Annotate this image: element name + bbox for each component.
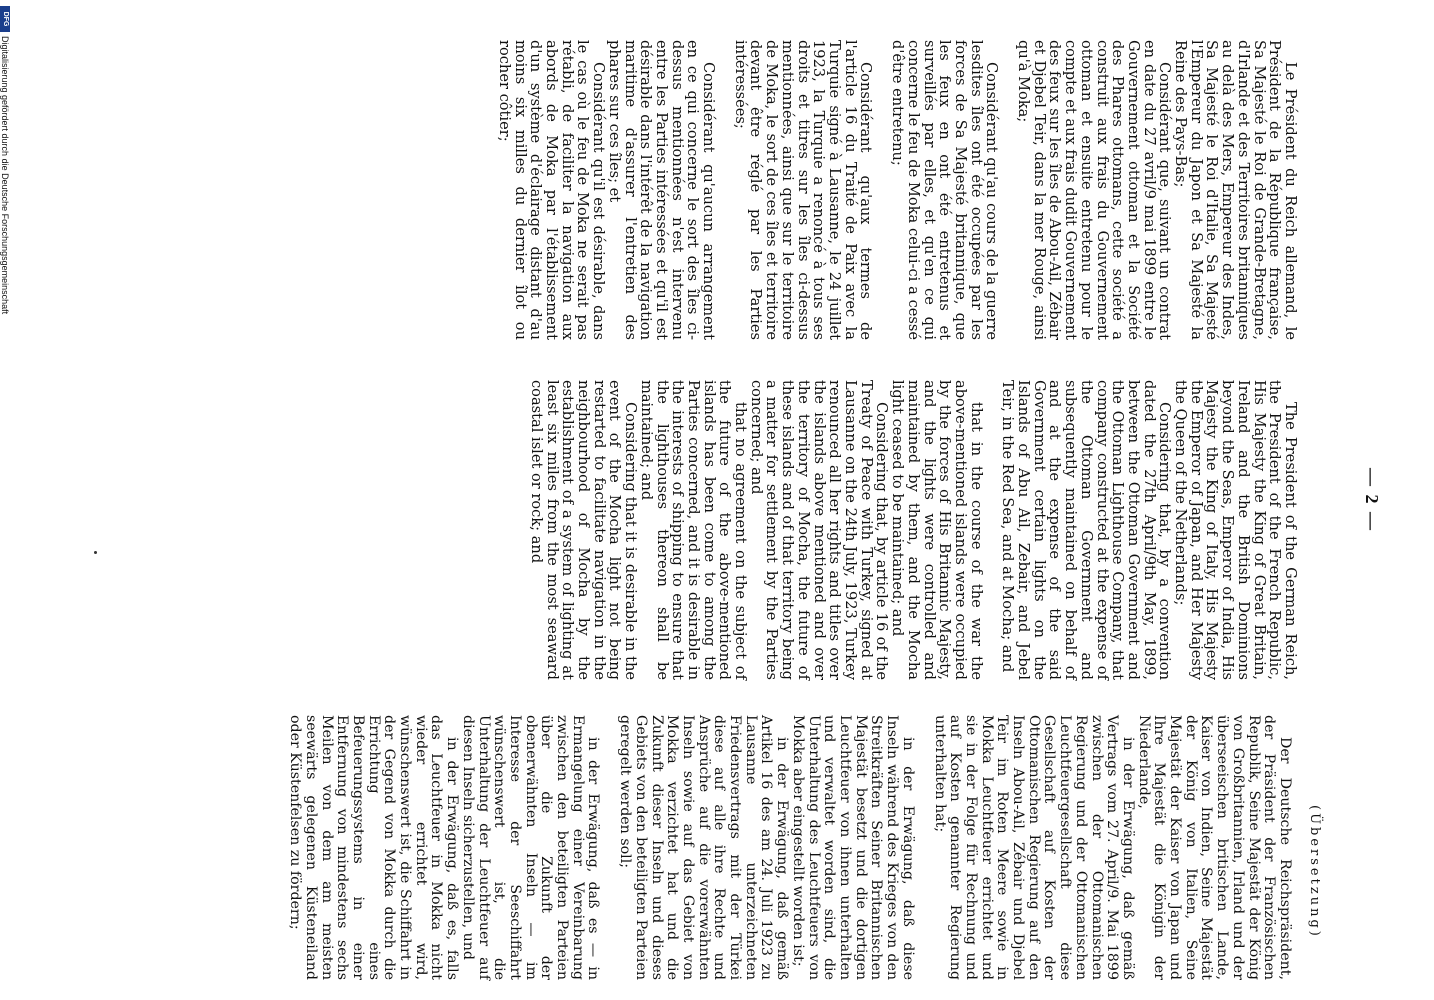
english-paragraph: Considering that, by article 16 of the Treaty of Peace with Turkey, signed at Lausanne on the 24th July, 1923, Turkey renounced all her rights and titles over the islands above mentioned and over the territory of Mocha, the future of these islands and of that territory being a matter for settlement by the Parties concerned; and [747,380,891,680]
german-paragraph: in der Erwägung, daß gemäß Artikel 16 des am 24. Juli 1923 zu Lausanne unterzeichneten Friedensvertrags mit der Türkei diese auf alle ihre Rechte und Ansprüche auf die vorerwähnten Inseln sowie auf das Gebiet von Mokka verzichtet hat und die Zukunft dieser Inseln und dieses Gebiets von den beteiligten Parteien geregelt werden soll; [617,715,791,980]
french-paragraph: Considérant qu'au cours de la guerre lesdites îles ont été occupées par les forces de Sa Majesté britannique, que les feux en ont été entretenus et surveillés par elles, et qu'en ce qui concerne le feu de Moka celui-ci a cessé d'être entretenu; [889,40,1001,340]
french-paragraph: Considérant qu'il est désirable, dans le cas où le feu de Moka ne serait pas rétabli, de faciliter la navigation aux abords de Moka par l'établissement d'un système d'éclairage distant d'au moins six milles du dernier îlot ou rocher côtier; [495,40,608,340]
digitization-footer [0,0,10,1000]
french-paragraph: Le Président du Reich allemand, le Président de la République française, Sa Majesté le Roi de Grande-Bretagne, d'Irlande et des Territoires britanniques au delà des Mers, Empereur des Indes, Sa Majesté le Roi d'Italie, Sa Majesté l'Empereur du Japon et Sa Majesté la Reine des Pays-Bas; [1172,40,1299,340]
translation-header: (Übersetzung) [1307,805,1322,939]
french-paragraph: Considérant que, suivant un contrat en date du 27 avril/9 mai 1899 entre le Gouvernement ottoman et la Société des Phares ottomans, cette société a construit aux frais du Gouvernement ottoman et ensuite entretenu pour le compte et aux frais dudit Gouvernement des feux sur les îles de Abou-Ail, Zébair et Djebel Teir, dans la mer Rouge, ainsi qu'à Moka; [1015,40,1174,340]
english-paragraph: that in the course of the war the above-mentioned islands were occupied by the forces of His Britannic Majesty, and the lights were controlled and maintained by them, and the Mocha light ceased to be maintained; and [889,380,985,680]
footer-text: Digitalisierung gefördert durch die Deutsche Forschungsgemeinschaft [0,36,10,315]
german-paragraph: in der Erwägung, daß es, falls das Leuchtfeuer in Mokka nicht wieder errichtet wird, wünschenswert ist, die Schiffahrt in der Gegend von Mokka durch die Errichtung eines Befeuerungssystems in einer Entfernung von mindestens sechs Meilen von dem am meisten seewärts gelegenen Küsteneiland oder Küstenfelsen zu fördern; [287,715,461,980]
french-column [496,40,1298,340]
german-column [286,715,1292,980]
dfg-logo: DFG [0,6,10,32]
english-paragraph: Considering that, by a convention dated the 27th April/9th May, 1899, between the Ottoman Government and the Ottoman Lighthouse Company, that company constructed at the expense of the Ottoman Government and subsequently maintained on behalf of and at the expense of the said Government certain lights on the Islands of Abu Ail, Zebair, and Jebel Teir, in the Red Sea, and at Mocha; and [999,380,1174,680]
stray-dot [94,551,97,554]
german-paragraph: in der Erwägung, daß diese Inseln während des Krieges von den Streitkräften Seiner Britannischen Majestät besetzt und die dortigen Leuchtfeuer von ihnen unterhalten und verwaltet worden sind, die Unterhaltung des Leuchtfeuers von Mokka aber eingestellt worden ist; [789,715,916,980]
german-paragraph: Der Deutsche Reichspräsident, der Präsident der Französischen Republik, Seine Majestät der König von Großbritannien, Irland und der überseeischen britischen Lande, Kaiser von Indien, Seine Majestät der König von Italien, Seine Majestät der Kaiser von Japan und Ihre Majestät die Königin der Niederlande, [1135,715,1293,980]
french-paragraph: Considérant qu'aucun arrangement en ce qui concerne le sort des îles ci-dessus mentionnées n'est intervenu entre les Parties intéressées et qu'il est désirable dans l'intérêt de la navigation maritime d'assurer l'entretien des phares sur ces îles; et [605,40,718,340]
french-paragraph: Considérant qu'aux termes de l'article 16 du Traité de Paix avec la Turquie signé à Lausanne, le 24 juillet 1923, la Turquie a renoncé à tous ses droits et titres sur les îles ci-dessus mentionnées, ainsi que sur le territoire de Moka, le sort de ces îles et territoire devant être réglé par les Parties intéressées; [731,40,875,340]
german-paragraph: in der Erwägung, daß es — in Ermangelung einer Vereinbarung zwischen den beteiligten Parteien über die Zukunft der obenerwähnten Inseln — im Interesse der Seeschiffahrt wünschenswert ist, die Unterhaltung der Leuchtfeuer auf diesen Inseln sicherzustellen, und [459,715,602,980]
german-paragraph: in der Erwägung, daß gemäß Vertrags vom 27. April/9. Mai 1899 zwischen der Ottomanischen Regierung und der Ottomanischen Leuchtfeuergesellschaft diese Gesellschaft auf Kosten der Ottomanischen Regierung auf den Inseln Abou-Ail, Zébair und Djebel Teir im Roten Meere sowie in Mokka Leuchtfeuer errichtet und sie in der Folge für Rechnung und auf Kosten genannter Regierung unterhalten hat; [931,715,1136,980]
english-paragraph: that no agreement on the subject of the future of the above-mentioned islands has been come to among the Parties concerned, and it is desirable in the interests of shipping to ensure that the lighthouses thereon shall be maintained; and [637,380,750,680]
english-column [528,380,1298,680]
english-paragraph: The President of the German Reich, the President of the French Republic, His Majesty the King of Great Britain, Ireland and the British Dominions beyond the Seas, Emperor of India, His Majesty the King of Italy, His Majesty the Emperor of Japan, and Her Majesty the Queen of the Netherlands; [1172,380,1299,680]
page-number: — 2 — [1362,468,1382,532]
english-paragraph: Considering that it is desirable in the event of the Mocha light not being restarted to facilitate navigation in the neighbourhood of Mocha by the establishment of a system of lighting at least six miles from the most seaward coastal islet or rock; and [527,380,640,680]
